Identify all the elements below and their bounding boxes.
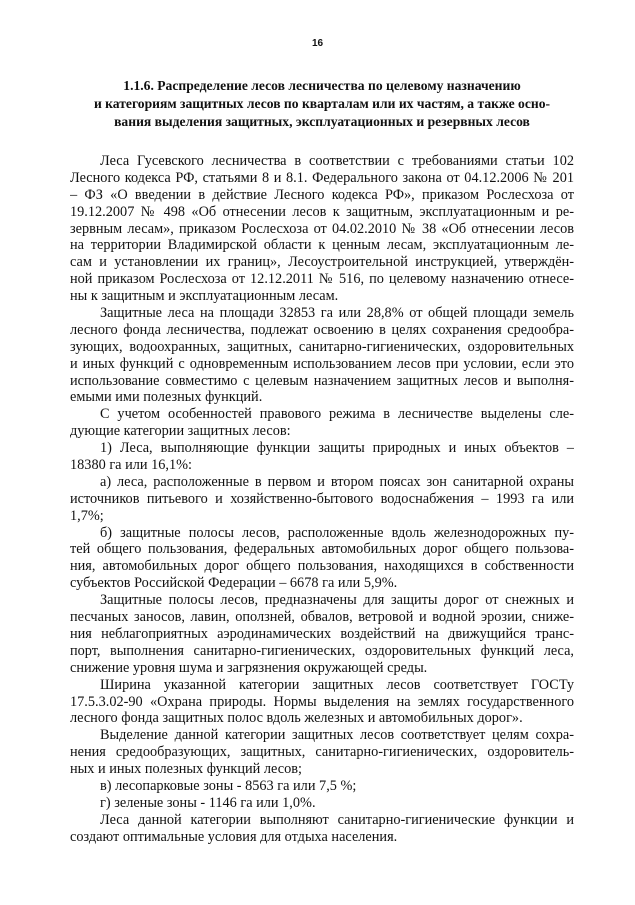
text-line: и иных функций с одновременным использованием лесов при условии, если это — [70, 355, 574, 372]
text-line: порт, выполнения санитарно-гигиенических, оздоровительных функций леса, — [70, 642, 574, 659]
text-line: источников питьевого и хозяйственно-бытового водоснабжения – 1993 га или — [70, 490, 574, 507]
list-item — [70, 778, 574, 795]
text-line: ной приказом Рослесхоза от 12.12.2011 № 516, по целевому назначению отнесе- — [70, 271, 574, 288]
heading-line: 1.1.6. Распределение лесов лесничества по целевому назначению — [123, 78, 521, 93]
text-line: ния неблагоприятных аэродинамических воздействий на движущийся транс- — [70, 625, 574, 642]
text-line: 17.5.3.02-90 «Охрана природы. Нормы выделения на землях государственного — [70, 693, 574, 710]
text-line: использование совместимо с целевым назначением защитных лесов и выполня- — [70, 372, 574, 389]
text-line: лесного фонда лесничества, подлежат освоению в целях сохранения средообра- — [70, 321, 574, 338]
paragraph — [70, 153, 574, 305]
text-line: ных и иных полезных функций лесов; — [70, 761, 302, 778]
text-line: Лесного кодекса РФ, статьями 8 и 8.1. Федерального закона от 04.12.2006 № 201 — [70, 169, 574, 186]
text-line: создают оптимальные условия для отдыха населения. — [70, 828, 398, 845]
text-line: Защитные леса на площади 32853 га или 28,8% от общей площади земель — [100, 305, 574, 322]
text-line: Ширина указанной категории защитных лесов соответствует ГОСТу — [100, 676, 574, 693]
text-line: С учетом особенностей правового режима в лесничестве выделены сле- — [100, 406, 574, 423]
text-line: сам и установлении их границ», Лесоустроительной инструкцией, утверждён- — [70, 254, 574, 271]
paragraph — [70, 727, 574, 778]
list-item — [70, 795, 574, 812]
body-text — [70, 153, 574, 846]
text-line: Леса данной категории выполняют санитарно-гигиенические функции и — [100, 811, 574, 828]
text-line: на территории Владимирской области к ценным лесам, эксплуатационным ле- — [70, 237, 574, 254]
list-item — [70, 440, 574, 474]
text-line: б) защитные полосы лесов, расположенные вдоль железнодорожных пу- — [100, 524, 574, 541]
text-line: – ФЗ «О введении в действие Лесного кодекса РФ», приказом Рослесхоза от — [70, 186, 574, 203]
text-line: ны к защитным и эксплуатационным лесам. — [70, 288, 339, 305]
text-line: зующих, водоохранных, защитных, санитарно-гигиенических, оздоровительных — [70, 338, 574, 355]
text-line: 1,7%; — [70, 507, 104, 524]
text-line: субъектов Российской Федерации – 6678 га или 5,9%. — [70, 575, 398, 592]
text-line: Выделение данной категории защитных лесов соответствует целям сохра- — [100, 727, 574, 744]
text-line: нения средообразующих, защитных, санитарно-гигиенических, оздоровитель- — [70, 744, 574, 761]
text-line: песчаных заносов, лавин, оползней, обвалов, ветровой и водной эрозии, сниже- — [70, 609, 574, 626]
text-line: 1) Леса, выполняющие функции защиты природных и иных объектов – — [100, 440, 574, 457]
text-line: Защитные полосы лесов, предназначены для защиты дорог от снежных и — [100, 592, 574, 609]
text-line: ния, автомобильных дорог общего пользования, находящихся в собственности — [70, 558, 574, 575]
section-heading — [72, 77, 572, 131]
paragraph — [70, 406, 574, 440]
list-item — [70, 525, 574, 593]
text-line: Леса Гусевского лесничества в соответствии с требованиями статьи 102 — [100, 153, 574, 169]
text-line: а) леса, расположенные в первом и втором поясах зон санитарной охраны — [100, 473, 574, 490]
text-line: 19.12.2007 № 498 «Об отнесении лесов к защитным, эксплуатационным и ре- — [70, 203, 574, 220]
text-line: г) зеленые зоны - 1146 га или 1,0%. — [100, 794, 316, 811]
text-line: тей общего пользования, федеральных автомобильных дорог общего пользова- — [70, 541, 574, 558]
text-line: 18380 га или 16,1%: — [70, 457, 193, 474]
paragraph — [70, 592, 574, 676]
text-line: в) лесопарковые зоны - 8563 га или 7,5 %; — [100, 777, 357, 794]
list-item — [70, 474, 574, 525]
page-number: 16 — [311, 38, 324, 49]
heading-line: и категориям защитных лесов по кварталам или их частям, а также осно- — [93, 96, 551, 111]
text-line: снижение уровня шума и загрязнения окружающей среды. — [70, 659, 428, 676]
text-line: лесного фонда защитных полос вдоль железных и автомобильных дорог». — [70, 710, 523, 727]
paragraph — [70, 812, 574, 846]
text-line: дующие категории защитных лесов: — [70, 423, 291, 440]
paragraph — [70, 677, 574, 728]
text-line: емыми ими полезных функций. — [70, 389, 263, 406]
paragraph — [70, 305, 574, 406]
heading-line: вания выделения защитных, эксплуатационных и резервных лесов — [114, 114, 530, 129]
text-line: зервным лесам», приказом Рослесхоза от 04.02.2010 № 38 «Об отнесении лесов — [70, 220, 574, 237]
